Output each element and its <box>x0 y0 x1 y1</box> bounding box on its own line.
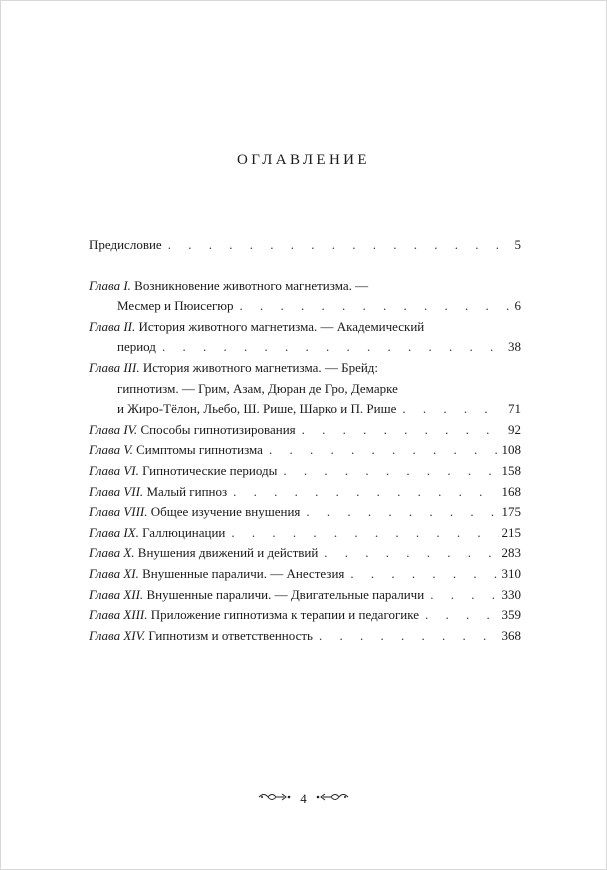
toc-entry[interactable] <box>89 543 521 564</box>
toc-entry-title: Общее изучение внушения <box>150 504 301 520</box>
toc-chapter-prefix: Глава III. <box>89 359 140 375</box>
toc-leader-dots <box>283 461 498 482</box>
page-number: 4 <box>300 791 307 806</box>
toc-chapter-prefix: Глава XII. <box>89 586 144 602</box>
toc-leader-dots <box>231 523 498 544</box>
ornament-left-icon <box>258 791 292 807</box>
toc-chapter-prefix: Глава IV. <box>89 421 138 437</box>
toc-leader-dots <box>233 482 498 503</box>
toc-entry-title: Внушения движений и действий <box>137 545 319 561</box>
toc-leader-dots <box>324 543 498 564</box>
toc-entry[interactable] <box>89 276 521 317</box>
toc-entry[interactable] <box>89 461 521 482</box>
toc-leader-dots <box>425 605 498 626</box>
toc-page-number: 92 <box>508 421 521 437</box>
toc-chapter-prefix: Глава XI. <box>89 565 139 581</box>
toc-chapter-prefix: Глава X. <box>89 545 135 561</box>
toc-page-number: 330 <box>501 586 521 602</box>
toc-entry-title: Галлюцинации <box>142 524 226 540</box>
toc-entry-title: Малый гипноз <box>146 483 228 499</box>
toc-page-number: 38 <box>508 339 521 355</box>
toc-entry-title: Симптомы гипнотизма <box>136 442 263 458</box>
toc-chapter-prefix: Глава VIII. <box>89 504 148 520</box>
toc-entry[interactable] <box>89 626 521 647</box>
toc-page-number: 168 <box>501 483 521 499</box>
toc-page-number: 175 <box>501 504 521 520</box>
toc-entry-title: гипнотизм. — Грим, Азам, Дюран де Гро, Демарке <box>117 380 398 396</box>
toc-entry[interactable] <box>89 502 521 523</box>
page-title: ОГЛАВЛЕНИЕ <box>237 152 370 168</box>
toc-entry[interactable] <box>89 440 521 461</box>
toc-entry[interactable] <box>89 420 521 441</box>
toc-chapter-prefix: Глава IX. <box>89 524 139 540</box>
toc-page-number: 71 <box>508 401 521 417</box>
toc-leader-dots <box>240 296 512 317</box>
toc-entry-title: История животного магнетизма. — Брейд: <box>142 359 379 375</box>
toc-page-number: 108 <box>501 442 521 458</box>
toc-entry[interactable] <box>89 523 521 544</box>
toc-chapter-list <box>89 276 521 647</box>
toc-chapter-prefix: Глава XIII. <box>89 607 148 623</box>
toc-page-number: 158 <box>501 462 521 478</box>
toc-entry-title: Приложение гипнотизма к терапии и педагогике <box>150 607 420 623</box>
toc-chapter-prefix: Глава II. <box>89 318 136 334</box>
toc-entry[interactable] <box>89 317 521 358</box>
toc-chapter-prefix: Глава VI. <box>89 462 139 478</box>
toc-page-number: 359 <box>501 607 521 623</box>
toc-leader-dots <box>302 420 505 441</box>
toc-chapter-prefix: Глава VII. <box>89 483 144 499</box>
toc-entry-title: Возникновение животного магнетизма. — <box>134 277 369 293</box>
toc-chapter-prefix: Глава I. <box>89 277 131 293</box>
toc-leader-dots <box>306 502 498 523</box>
toc-leader-dots <box>162 337 505 358</box>
toc-entry[interactable] <box>89 605 521 626</box>
toc-entry[interactable] <box>89 358 521 420</box>
ornament-right-icon <box>315 791 349 807</box>
toc-leader-dots <box>430 585 498 606</box>
toc-page-number: 215 <box>501 524 521 540</box>
toc-entry[interactable] <box>89 585 521 606</box>
toc-entry-title: Способы гипнотизирования <box>140 421 296 437</box>
toc-entry-title: Гипнотизм и ответственность <box>148 627 313 643</box>
page-footer <box>0 791 607 807</box>
toc-entry-title: Предисловие <box>89 237 162 252</box>
toc-entry[interactable] <box>89 564 521 585</box>
toc-leader-dots <box>319 626 499 647</box>
toc-page-number: 283 <box>501 545 521 561</box>
toc-entry-title: Месмер и Пюисегюр <box>117 298 234 314</box>
toc-entry-preface[interactable] <box>89 235 521 256</box>
table-of-contents <box>89 235 521 646</box>
toc-leader-dots <box>402 399 505 420</box>
toc-page-number: 5 <box>514 237 521 252</box>
toc-page-number: 310 <box>501 565 521 581</box>
toc-leader-dots <box>269 440 499 461</box>
toc-chapter-prefix: Глава XIV. <box>89 627 146 643</box>
toc-page-number: 6 <box>514 298 521 314</box>
toc-leader-dots <box>350 564 498 585</box>
toc-entry-title: История животного магнетизма. — Академический <box>138 318 425 334</box>
toc-entry-title: период <box>117 339 156 355</box>
toc-entry[interactable] <box>89 482 521 503</box>
toc-entry-title: Гипнотические периоды <box>142 462 278 478</box>
toc-entry-title: Внушенные параличи. — Анестезия <box>142 565 345 581</box>
toc-page-number: 368 <box>501 627 521 643</box>
toc-entry-title: и Жиро-Тёлон, Льебо, Ш. Рише, Шарко и П. Рише <box>117 401 397 417</box>
toc-leader-dots <box>168 235 512 256</box>
toc-entry-title: Внушенные параличи. — Двигательные параличи <box>146 586 425 602</box>
toc-chapter-prefix: Глава V. <box>89 442 133 458</box>
